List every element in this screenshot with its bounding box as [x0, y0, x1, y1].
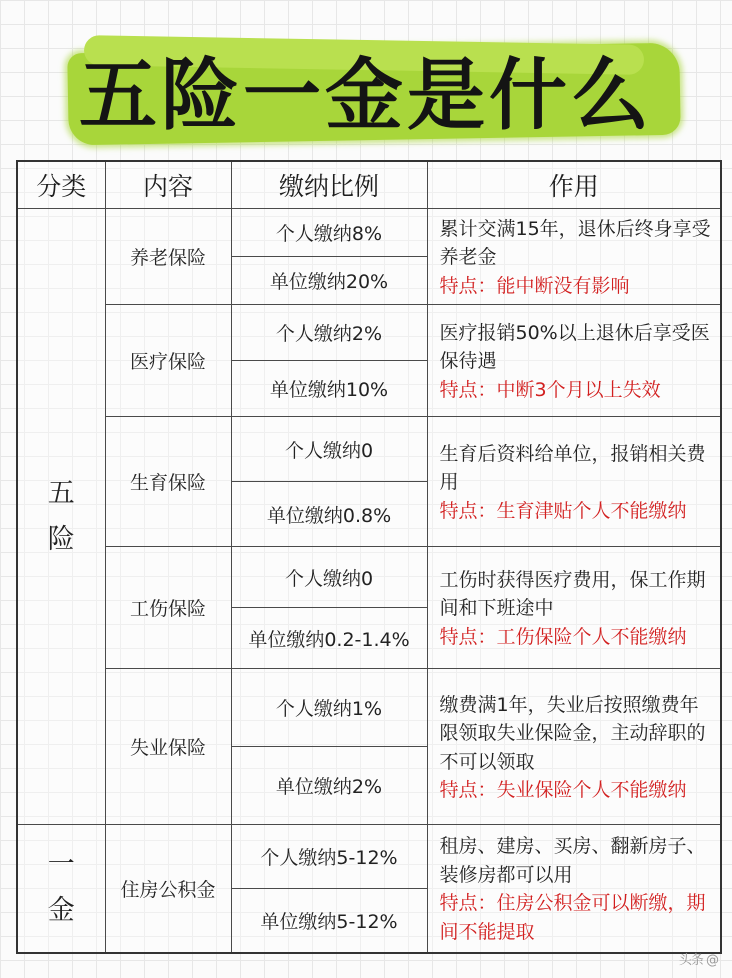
use-text: 生育后资料给单位，报销相关费用 [439, 442, 706, 494]
header-category: 分类 [17, 161, 105, 209]
category-yijin: 一 金 [17, 825, 105, 953]
feature-text: 特点：生育津贴个人不能缴纳 [439, 499, 687, 522]
use-cell [427, 209, 721, 305]
table-row [17, 305, 721, 361]
use-cell [427, 305, 721, 417]
table-row [17, 417, 721, 482]
rate-employer: 单位缴纳0.8% [231, 482, 427, 547]
item-injury: 工伤保险 [105, 547, 231, 669]
use-cell [427, 547, 721, 669]
page-title: 五险一金是什么 [78, 50, 653, 141]
rate-personal: 个人缴纳0 [231, 547, 427, 608]
watermark: 头条 @ [678, 953, 718, 968]
rate-personal: 个人缴纳8% [231, 209, 427, 257]
table-row [17, 669, 721, 747]
item-housing-fund: 住房公积金 [105, 825, 231, 953]
use-text: 工伤时获得医疗费用，保工作期间和下班途中 [439, 568, 706, 620]
rate-employer: 单位缴纳0.2-1.4% [231, 608, 427, 669]
feature-text: 特点：住房公积金可以断缴，期间不能提取 [439, 892, 706, 943]
title-banner [0, 0, 732, 155]
feature-text: 特点：中断3个月以上失效 [439, 378, 661, 401]
table-header-row [17, 161, 721, 209]
use-text: 缴费满1年，失业后按照缴费年限领取失业保险金，主动辞职的不可以领取 [439, 693, 706, 773]
use-text: 租房、建房、买房、翻新房子、装修房都可以用 [439, 835, 706, 886]
item-unemployment: 失业保险 [105, 669, 231, 825]
table-row [17, 547, 721, 608]
table-row [17, 209, 721, 257]
item-maternity: 生育保险 [105, 417, 231, 547]
rate-personal: 个人缴纳2% [231, 305, 427, 361]
rate-employer: 单位缴纳2% [231, 747, 427, 825]
feature-text: 特点：失业保险个人不能缴纳 [439, 779, 687, 801]
item-medical: 医疗保险 [105, 305, 231, 417]
feature-text: 特点：能中断没有影响 [439, 274, 630, 297]
rate-employer: 单位缴纳20% [231, 257, 427, 305]
item-pension: 养老保险 [105, 209, 231, 305]
rate-personal: 个人缴纳1% [231, 669, 427, 747]
header-use: 作用 [427, 161, 721, 209]
rate-personal: 个人缴纳0 [231, 417, 427, 482]
insurance-table [16, 160, 722, 954]
table-row [17, 825, 721, 889]
category-wuxian: 五 险 [17, 209, 105, 825]
use-cell [427, 417, 721, 547]
use-cell [427, 669, 721, 825]
use-cell [427, 825, 721, 953]
feature-text: 特点：工伤保险个人不能缴纳 [439, 625, 687, 648]
use-text: 累计交满15年，退休后终身享受养老金 [439, 217, 711, 269]
header-content: 内容 [105, 161, 231, 209]
header-rate: 缴纳比例 [231, 161, 427, 209]
rate-employer: 单位缴纳10% [231, 361, 427, 417]
rate-employer: 单位缴纳5-12% [231, 889, 427, 953]
use-text: 医疗报销50%以上退休后享受医保待遇 [439, 321, 710, 373]
rate-personal: 个人缴纳5-12% [231, 825, 427, 889]
